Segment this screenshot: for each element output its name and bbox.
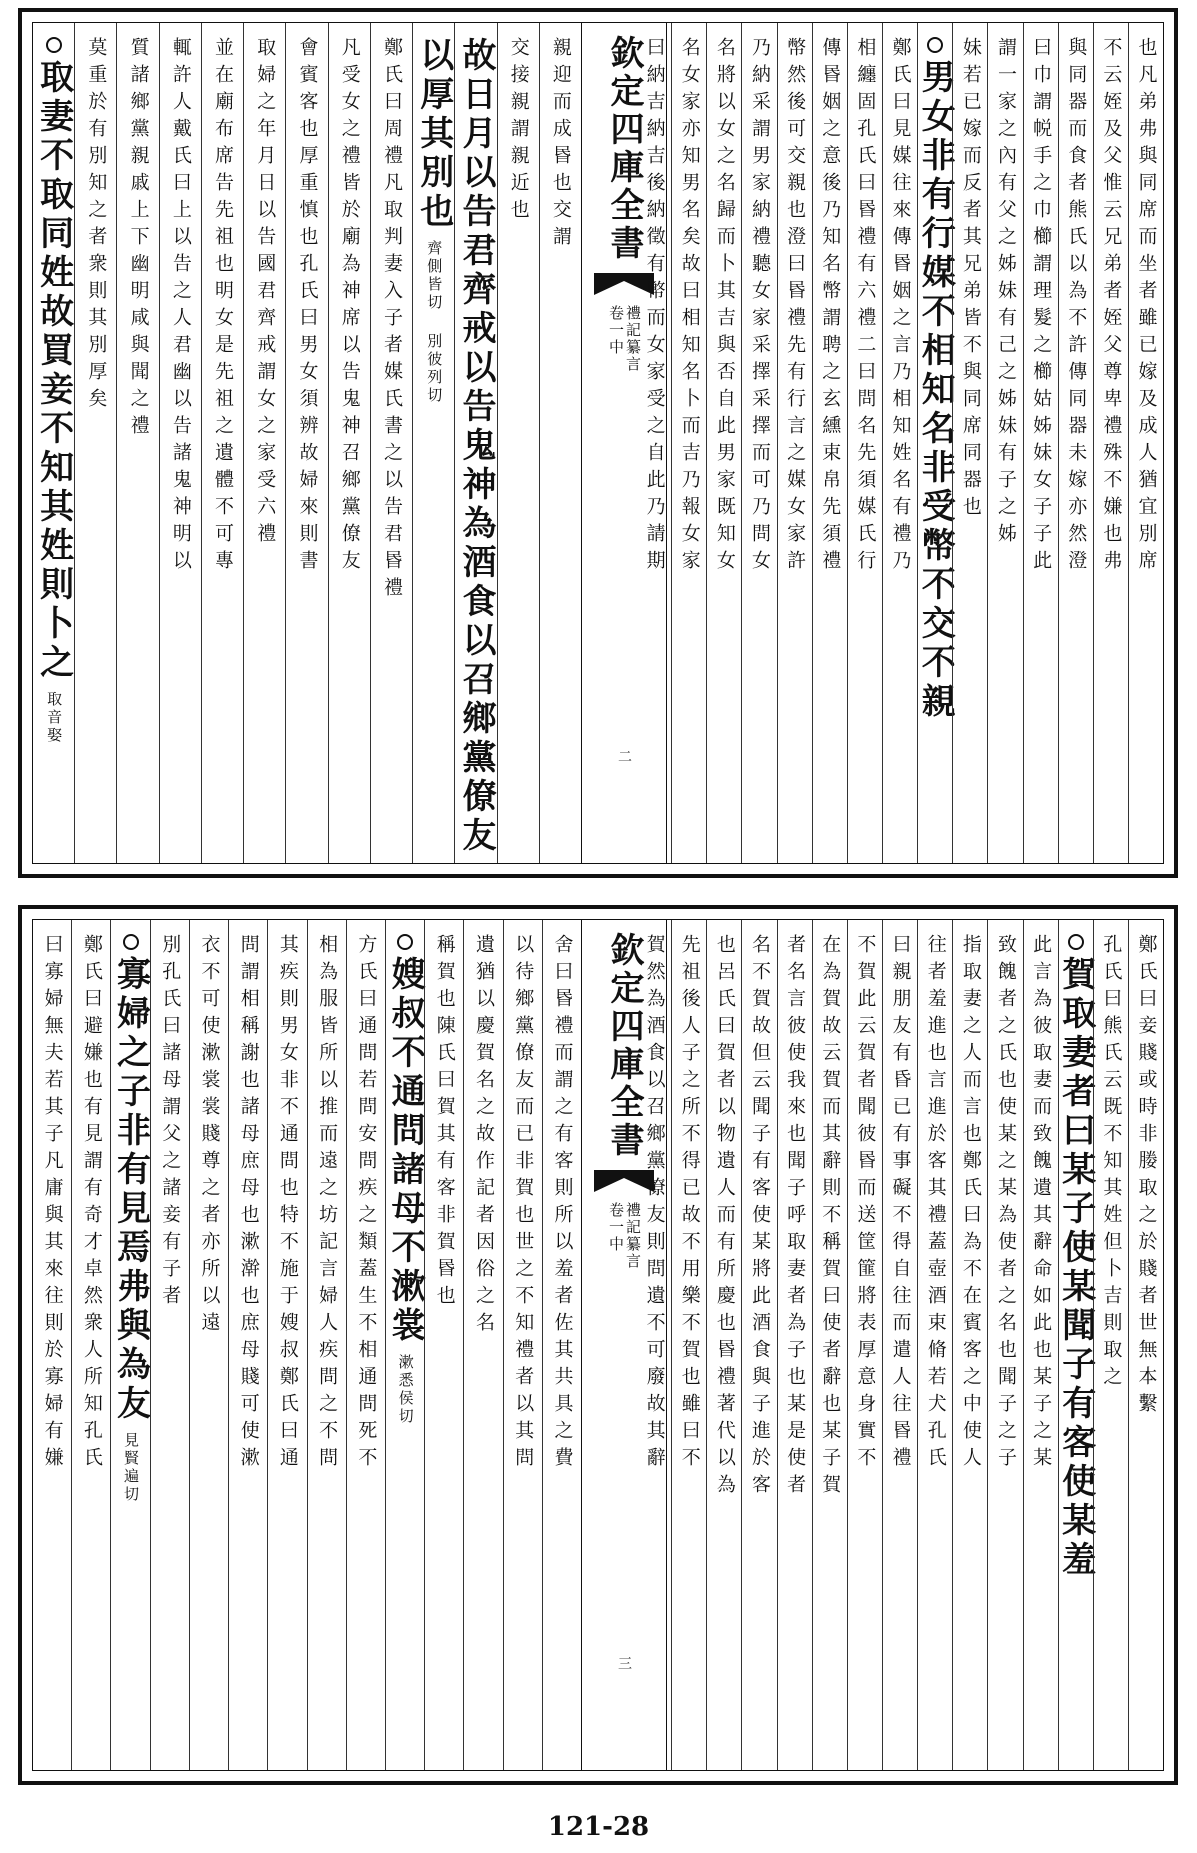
commentary-text: 在為賀故云賀而其辭則不稱賀曰使者辭也某子賀 [819, 934, 842, 1501]
commentary-text: 往者羞進也言進於客其禮蓋壺酒束脩若犬孔氏 [924, 934, 947, 1474]
text-column [671, 920, 706, 1770]
text-column [201, 23, 243, 863]
text-column [497, 23, 539, 863]
bottom-book-title: 欽定四庫全書 [604, 932, 644, 1160]
text-column [847, 23, 882, 863]
bottom-volume-label: 卷一中 [607, 1202, 625, 1253]
text-column [882, 23, 917, 863]
text-column [189, 920, 228, 1770]
commentary-text: 其疾則男女非不通問也特不施于嫂叔鄭氏曰通 [276, 934, 299, 1474]
commentary-text: 名女家亦知男名矣故曰相知名卜而吉乃報女家 [678, 37, 701, 577]
commentary-text: 妹若已嫁而反者其兄弟皆不與同席同器也 [959, 37, 982, 523]
commentary-text: 輒許人戴氏曰上以告之人君幽以告諸鬼神明以 [169, 37, 192, 577]
text-column [110, 920, 149, 1770]
text-column [385, 920, 424, 1770]
text-column [1058, 23, 1093, 863]
text-column [412, 23, 454, 863]
commentary-text: 此言為彼取妻而致餽遺其辭命如此也某子之某 [1030, 934, 1053, 1474]
text-column [777, 920, 812, 1770]
page-footer-number: 121-28 [547, 1812, 650, 1842]
top-page-number: 二 [616, 749, 632, 763]
text-column [1055, 920, 1096, 1770]
main-text: 賀取妻者曰某子使某聞子有客使某羞 [1055, 956, 1096, 1580]
commentary-text: 致餽者之氏也使某之某為使者之名也聞子之子 [994, 934, 1017, 1474]
commentary-text: 名不賀故但云聞子有客使某將此酒食與子進於客 [748, 934, 771, 1501]
circle-marker-icon [46, 37, 62, 53]
commentary-text: 名將以女之名歸而卜其吉與否自此男家既知女 [713, 37, 736, 577]
top-section-label: 禮記纂言 [624, 305, 642, 373]
text-column [1023, 920, 1058, 1770]
commentary-text: 曰親朋友有昏已有事礙不得自往而遣人往昬禮 [889, 934, 912, 1474]
commentary-text: 也凡弟弗與同席而坐者雖已嫁及成人猶宜別席 [1135, 37, 1158, 577]
text-column [74, 23, 116, 863]
top-left-half [33, 23, 581, 863]
commentary-text: 鄭氏曰避嫌也有見謂有奇才卓然衆人所知孔氏 [80, 934, 103, 1474]
circle-marker-icon [927, 37, 943, 53]
text-column [307, 920, 346, 1770]
top-right-half [637, 23, 1163, 863]
commentary-text: 凡受女之禮皆於廟為神席以告鬼神召鄉黨僚友 [338, 37, 361, 577]
text-column [915, 23, 956, 863]
commentary-text: 鄭氏曰妾賤或時非媵取之於賤者世無本繫 [1135, 934, 1158, 1420]
pronunciation-note: 取音娶 [45, 691, 64, 745]
commentary-text: 會賓客也厚重慎也孔氏曰男女須辨故婦來則書 [296, 37, 319, 577]
bottom-left-half [33, 920, 581, 1770]
text-column [741, 920, 776, 1770]
commentary-text: 指取妻之人而言也鄭氏曰為不在賓客之中使人 [959, 934, 982, 1474]
commentary-text: 莫重於有別知之者衆則其別厚矣 [85, 37, 108, 415]
text-column [952, 920, 987, 1770]
commentary-text: 親迎而成昬也交謂 [549, 37, 572, 253]
text-column [454, 23, 496, 863]
top-page [18, 8, 1178, 878]
text-column [741, 23, 776, 863]
commentary-text: 質諸鄉黨親戚上下幽明咸與聞之禮 [127, 37, 150, 442]
commentary-text: 相為服皆所以推而遠之坊記言婦人疾問之不問 [316, 934, 339, 1474]
commentary-text: 孔氏曰熊氏云既不知其姓但卜吉則取之 [1100, 934, 1123, 1393]
text-column [917, 920, 952, 1770]
commentary-text: 稱賀也陳氏曰賀其有客非賀昬也 [433, 934, 456, 1312]
text-column [777, 23, 812, 863]
main-text: 取妻不取同姓故買妾不知其姓則卜之 [33, 59, 74, 683]
commentary-text: 不云姪及父惟云兄弟者姪父尊卑禮殊不嫌也弗 [1100, 37, 1123, 577]
text-column [671, 23, 706, 863]
main-text: 故日月以告君齊戒以告鬼神為酒食以召鄉黨僚友 [455, 37, 496, 856]
text-column [1093, 920, 1128, 1770]
commentary-text: 交接親謂親近也 [507, 37, 530, 226]
text-column [1128, 23, 1163, 863]
top-volume-label: 卷一中 [607, 305, 625, 356]
commentary-text: 也呂氏曰賀者以物遺人而有所慶也昬禮著代以為 [713, 934, 736, 1501]
main-text: 寡婦之子非有見焉弗與為友 [110, 956, 151, 1424]
bottom-right-half [637, 920, 1163, 1770]
text-column [228, 920, 267, 1770]
text-column [1023, 23, 1058, 863]
commentary-text: 不賀此云賀者聞彼昬而送筐篚將表厚意身實不 [854, 934, 877, 1474]
commentary-text: 方氏曰通問若問安問疾之類蓋生不相通問死不 [355, 934, 378, 1474]
commentary-text: 幣然後可交親也澄曰昬禮先有行言之媒女家許 [784, 37, 807, 577]
text-column [542, 920, 581, 1770]
commentary-text: 並在廟布席告先祖也明女是先祖之遺體不可專 [212, 37, 235, 577]
commentary-text: 者名言彼使我來也聞子呼取妻者為子也某是使者 [784, 934, 807, 1501]
text-column [33, 920, 71, 1770]
text-column [463, 920, 502, 1770]
text-column [637, 23, 671, 863]
commentary-text: 以待鄉黨僚友而已非賀也世之不知禮者以其問 [512, 934, 535, 1474]
text-column [539, 23, 581, 863]
commentary-text: 先祖後人子之所不得已故不用樂不賀也雖曰不 [678, 934, 701, 1474]
bottom-section-label: 禮記纂言 [624, 1202, 642, 1270]
text-column [267, 920, 306, 1770]
pronunciation-note: 見賢遍切 [122, 1432, 141, 1504]
commentary-text: 謂一家之內有父之姊妹有己之姊妹有子之姊 [994, 37, 1017, 550]
commentary-text: 與同器而食者熊氏以為不許傳同器未嫁亦然澄 [1065, 37, 1088, 577]
bottom-page [18, 905, 1178, 1785]
text-column [706, 23, 741, 863]
text-column [987, 920, 1022, 1770]
text-column [1128, 920, 1163, 1770]
main-text: 以厚其別也 [413, 37, 454, 232]
commentary-text: 曰納吉納吉後納徵有幣而女家受之自此乃請期 [643, 37, 666, 577]
main-text: 嫂叔不通問諸母不漱裳 [385, 956, 426, 1346]
top-page-frame [32, 22, 1164, 864]
text-column [328, 23, 370, 863]
circle-marker-icon [397, 934, 413, 950]
circle-marker-icon [123, 934, 139, 950]
text-column [285, 23, 327, 863]
text-column [812, 920, 847, 1770]
main-text: 男女非有行媒不相知名非受幣不交不親 [915, 59, 956, 722]
commentary-text: 別孔氏曰諸母謂父之諸妾有子者 [159, 934, 182, 1312]
circle-marker-icon [1068, 934, 1084, 950]
text-column [424, 920, 463, 1770]
text-column [150, 920, 189, 1770]
commentary-text: 問謂相稱謝也諸母庶母也漱澣也庶母賤可使漱 [237, 934, 260, 1474]
text-column [370, 23, 412, 863]
commentary-text: 相纏固孔氏曰昬禮有六禮二曰問名先須媒氏行 [854, 37, 877, 577]
commentary-text: 衣不可使漱裳裳賤尊之者亦所以遠 [198, 934, 221, 1339]
text-column [71, 920, 110, 1770]
text-column [952, 23, 987, 863]
commentary-text: 鄭氏曰見媒往來傳昬姻之言乃相知姓名有禮乃 [889, 37, 912, 577]
text-column [33, 23, 74, 863]
bottom-page-frame [32, 919, 1164, 1771]
commentary-text: 鄭氏曰周禮凡取判妻入子者媒氏書之以告君昬禮 [380, 37, 403, 604]
text-column [637, 920, 671, 1770]
top-book-title: 欽定四庫全書 [604, 35, 644, 263]
commentary-text: 曰巾謂帨手之巾櫛謂理髮之櫛姑姊妹女子子此 [1030, 37, 1053, 577]
text-column [812, 23, 847, 863]
text-column [1093, 23, 1128, 863]
commentary-text: 傳昬姻之意後乃知名幣謂聘之玄纁束帛先須禮 [819, 37, 842, 577]
commentary-text: 乃納采謂男家納禮聽女家采擇采擇而可乃問女 [748, 37, 771, 577]
pronunciation-note: 漱悉侯切 [396, 1354, 415, 1426]
commentary-text: 舍曰昬禮而謂之有客則所以羞者佐其共具之費 [551, 934, 574, 1474]
bottom-page-number: 三 [616, 1656, 632, 1670]
commentary-text: 取婦之年月日以告國君齊戒謂女之家受六禮 [254, 37, 277, 550]
text-column [882, 920, 917, 1770]
text-column [503, 920, 542, 1770]
text-column [116, 23, 158, 863]
pronunciation-note: 齊側皆切 別彼列切 [425, 240, 444, 405]
text-column [159, 23, 201, 863]
text-column [706, 920, 741, 1770]
commentary-text: 賀然為酒食以召鄉黨僚友則問遺不可廢故其辭 [643, 934, 666, 1474]
text-column [243, 23, 285, 863]
text-column [987, 23, 1022, 863]
commentary-text: 曰寡婦無夫若其子凡庸與其來往則於寡婦有嫌 [41, 934, 64, 1474]
text-column [346, 920, 385, 1770]
text-column [847, 920, 882, 1770]
commentary-text: 遺猶以慶賀名之故作記者因俗之名 [473, 934, 496, 1339]
